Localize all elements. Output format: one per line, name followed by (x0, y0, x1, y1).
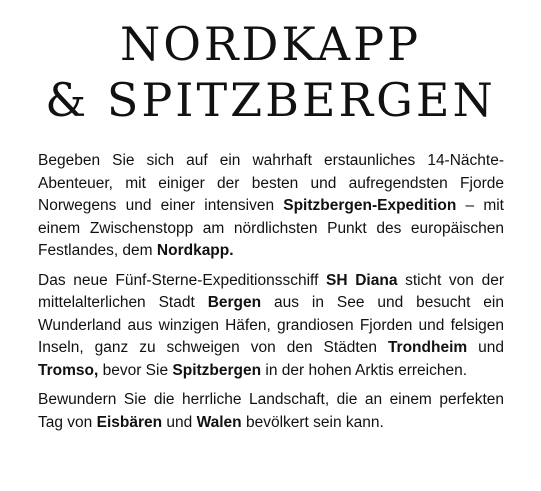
text-segment: Das neue Fünf-Sterne-Expeditionsschiff (38, 271, 327, 289)
text-segment: aus in See und besucht ein Wunderland aus winzigen Häfen, grandiosen Fjorden und felsigen Inseln, ganz zu schweigen von den Städten (38, 294, 504, 356)
title-line-1: NORDKAPP (119, 17, 422, 71)
bold-segment: Spitzbergen (172, 361, 262, 379)
bold-segment: Trondheim (387, 339, 468, 356)
body-text (38, 150, 504, 434)
bold-segment: Eisbären (96, 413, 163, 431)
text-segment: Begeben Sie sich auf ein wahrhaft erstaunliches 14-Nächte-Abenteuer, mit einiger der besten und aufregendsten Fjorde Norwegens und einer intensiven (38, 152, 504, 214)
text-segment: bevor Sie (98, 361, 173, 379)
paragraph (38, 389, 504, 434)
bold-segment: Spitzbergen-Expedition (283, 197, 457, 214)
bold-segment: Bergen (207, 294, 262, 311)
text-segment: – mit einem Zwischenstopp am nördlichsten Punkt des europäischen Festlandes, dem (38, 197, 504, 259)
title-line-2: & SPITZBERGEN (45, 73, 496, 127)
bold-segment: SH Diana (326, 271, 398, 289)
text-segment: sticht von der mittelalterlichen Stadt (38, 271, 504, 311)
bold-segment: Tromso, (38, 361, 99, 379)
bold-segment: Nordkapp. (156, 242, 234, 259)
text-segment: und (467, 339, 504, 356)
paragraph (38, 270, 504, 383)
text-segment: bevölkert sein kann. (241, 413, 384, 431)
text-segment: in der hohen Arktis erreichen. (261, 361, 468, 379)
text-segment: und (162, 413, 197, 431)
bold-segment: Walen (196, 413, 242, 431)
text-segment: Bewundern Sie die herrliche Landschaft, die an einem perfekten Tag von (38, 391, 504, 431)
title-block (0, 16, 541, 128)
paragraph (38, 150, 504, 263)
